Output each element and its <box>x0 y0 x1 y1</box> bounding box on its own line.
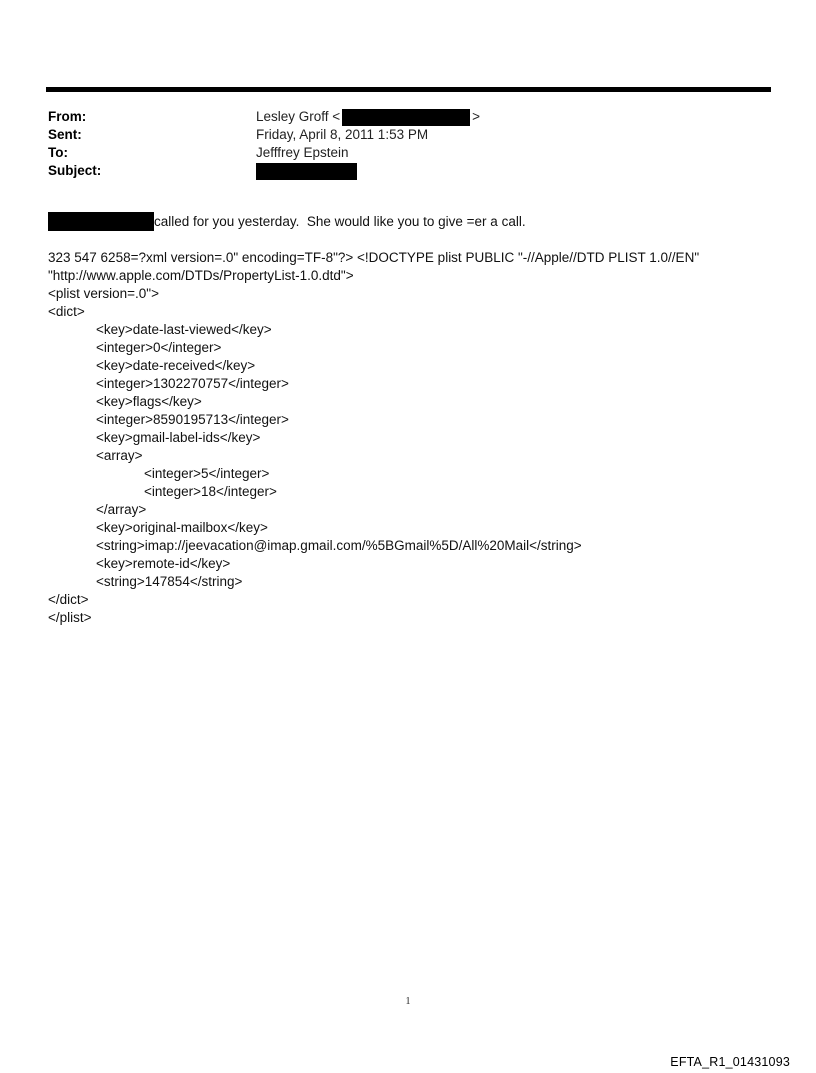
plist-line: </plist> <box>48 610 92 625</box>
plist-line: 323 547 6258=?xml version=.0" encoding=TF-8"?> <!DOCTYPE plist PUBLIC "-//Apple//DTD PLIST 1.0//EN" <box>48 250 700 265</box>
message-text: called for you yesterday. She would like you to give =er a call. <box>154 214 526 230</box>
to-label: To: <box>48 145 68 160</box>
sent-value: Friday, April 8, 2011 1:53 PM <box>256 127 429 142</box>
plist-line: <key>original-mailbox</key> <box>96 520 268 535</box>
from-label: From: <box>48 109 87 124</box>
sent-row <box>48 126 748 144</box>
page-number: 1 <box>405 996 411 1007</box>
plist-line: <integer>8590195713</integer> <box>96 412 289 427</box>
email-body <box>48 213 778 627</box>
plist-line: <key>gmail-label-ids</key> <box>96 430 261 445</box>
redacted-name <box>48 212 154 231</box>
plist-line: <key>flags</key> <box>96 394 202 409</box>
spacer <box>48 231 778 249</box>
plist-line: <string>imap://jeevacation@imap.gmail.com/%5BGmail%5D/All%20Mail</string> <box>96 538 582 553</box>
redacted-subject <box>256 163 357 180</box>
header-rule <box>46 87 771 92</box>
from-row <box>48 108 748 126</box>
plist-line: <integer>5</integer> <box>144 466 270 481</box>
redacted-email <box>342 109 470 126</box>
plist-line: <dict> <box>48 304 85 319</box>
plist-line: <integer>0</integer> <box>96 340 222 355</box>
plist-line: </array> <box>96 502 147 517</box>
from-name: Lesley Groff < <box>256 109 341 124</box>
subject-label: Subject: <box>48 163 102 178</box>
plist-line: <key>remote-id</key> <box>96 556 231 571</box>
plist-line: <integer>18</integer> <box>144 484 277 499</box>
from-value <box>256 108 480 126</box>
plist-line: <string>147854</string> <box>96 574 243 589</box>
plist-line: <array> <box>96 448 143 463</box>
plist-line: </dict> <box>48 592 89 607</box>
email-header <box>48 108 748 180</box>
plist-line: <plist version=.0"> <box>48 286 159 301</box>
plist-line: <key>date-last-viewed</key> <box>96 322 272 337</box>
message-line <box>48 213 778 231</box>
from-close: > <box>472 109 481 124</box>
document-id: EFTA_R1_01431093 <box>670 1055 790 1069</box>
to-row <box>48 144 748 162</box>
plist-line: "http://www.apple.com/DTDs/PropertyList-1.0.dtd"> <box>48 268 354 283</box>
plist-line: <integer>1302270757</integer> <box>96 376 289 391</box>
plist-line: <key>date-received</key> <box>96 358 256 373</box>
subject-row <box>48 162 748 180</box>
sent-label: Sent: <box>48 127 82 142</box>
to-value: Jefffrey Epstein <box>256 145 349 160</box>
